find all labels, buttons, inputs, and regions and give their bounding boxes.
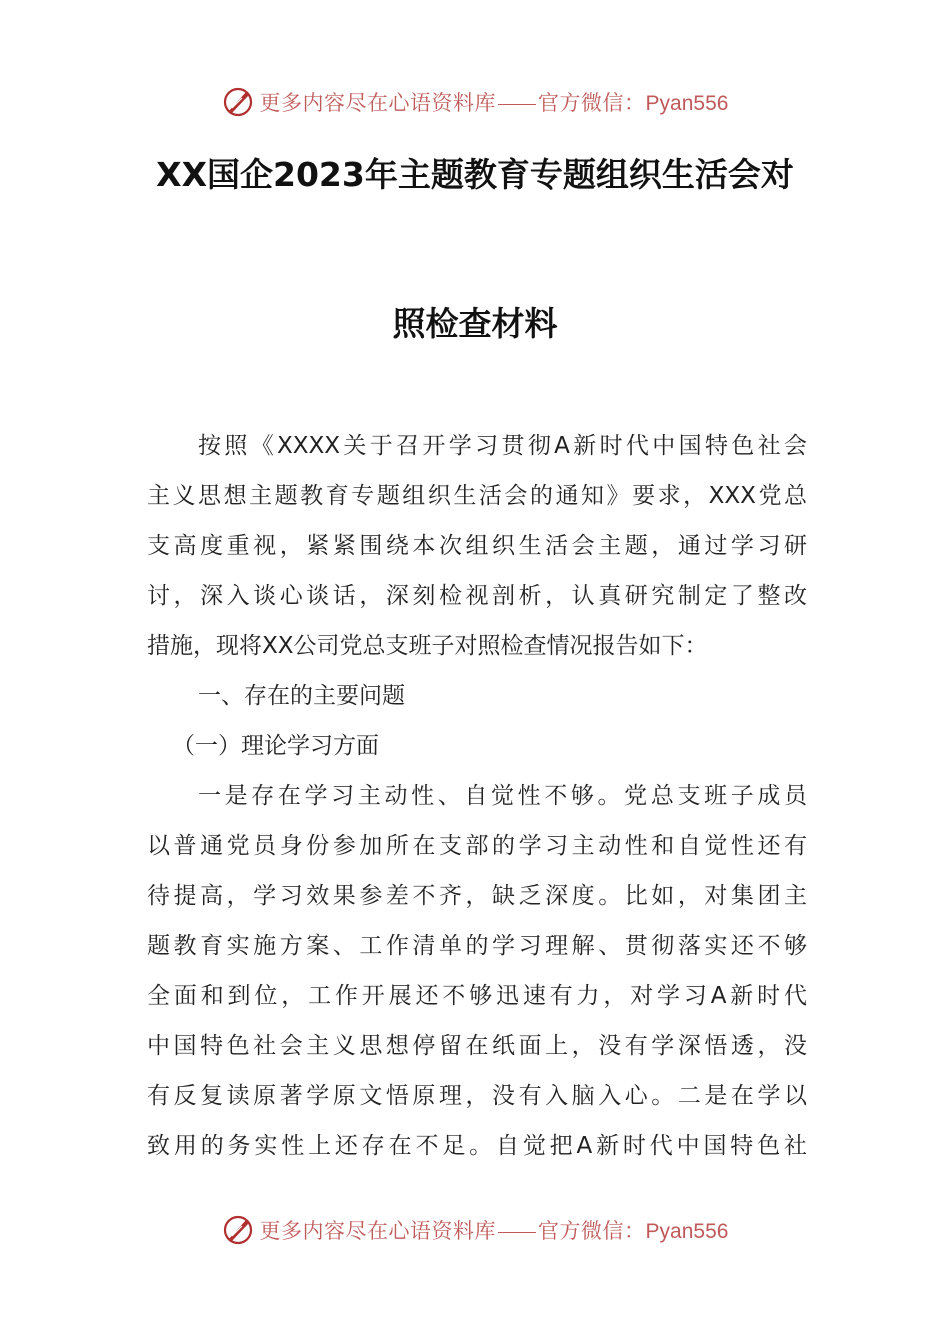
paragraph-1-line: 支高度重视，紧紧围绕本次组织生活会主题，通过学习研 bbox=[147, 533, 807, 559]
paragraph-2-line: 全面和到位，工作开展还不够迅速有力，对学习A新时代 bbox=[147, 983, 807, 1009]
paragraph-2-line: 题教育实施方案、工作清单的学习理解、贯彻落实还不够 bbox=[147, 933, 807, 959]
paragraph-2-line: 中国特色社会主义思想停留在纸面上，没有学深悟透，没 bbox=[147, 1033, 807, 1059]
quill-logo-icon bbox=[222, 86, 254, 118]
document-title-line-1: XX国企2023年主题教育专题组织生活会对 bbox=[156, 155, 794, 194]
footer-watermark bbox=[0, 1210, 950, 1250]
paragraph-1-line: 讨，深入谈心谈话，深刻检视剖析，认真研究制定了整改 bbox=[147, 583, 807, 609]
subsection-1-heading: （一）理论学习方面 bbox=[172, 733, 379, 759]
document-title-line-2: 照检查材料 bbox=[392, 304, 558, 343]
paragraph-2-line: 以普通党员身份参加所在支部的学习主动性和自觉性还有 bbox=[147, 833, 807, 859]
section-1-heading: 一、存在的主要问题 bbox=[198, 683, 405, 709]
paragraph-1-line: 主义思想主题教育专题组织生活会的通知》要求，XXX党总 bbox=[147, 483, 807, 509]
paragraph-2-line: 致用的务实性上还存在不足。自觉把A新时代中国特色社 bbox=[147, 1133, 807, 1159]
paragraph-1-line: 措施，现将XX公司党总支班子对照检查情况报告如下： bbox=[147, 633, 708, 659]
paragraph-2-line: 有反复读原著学原文悟原理，没有入脑入心。二是在学以 bbox=[147, 1083, 807, 1109]
quill-logo-icon bbox=[222, 1214, 254, 1246]
watermark-text: 更多内容尽在心语资料库 官方微信：Pyan556 bbox=[259, 1219, 729, 1243]
header-watermark bbox=[0, 82, 950, 122]
watermark-text: 更多内容尽在心语资料库 官方微信：Pyan556 bbox=[259, 91, 729, 115]
paragraph-2-line: 待提高，学习效果参差不齐，缺乏深度。比如，对集团主 bbox=[147, 883, 807, 909]
paragraph-1-line: 按照《XXXX关于召开学习贯彻A新时代中国特色社会 bbox=[198, 433, 807, 459]
paragraph-2-line: 一是存在学习主动性、自觉性不够。党总支班子成员 bbox=[198, 783, 807, 809]
